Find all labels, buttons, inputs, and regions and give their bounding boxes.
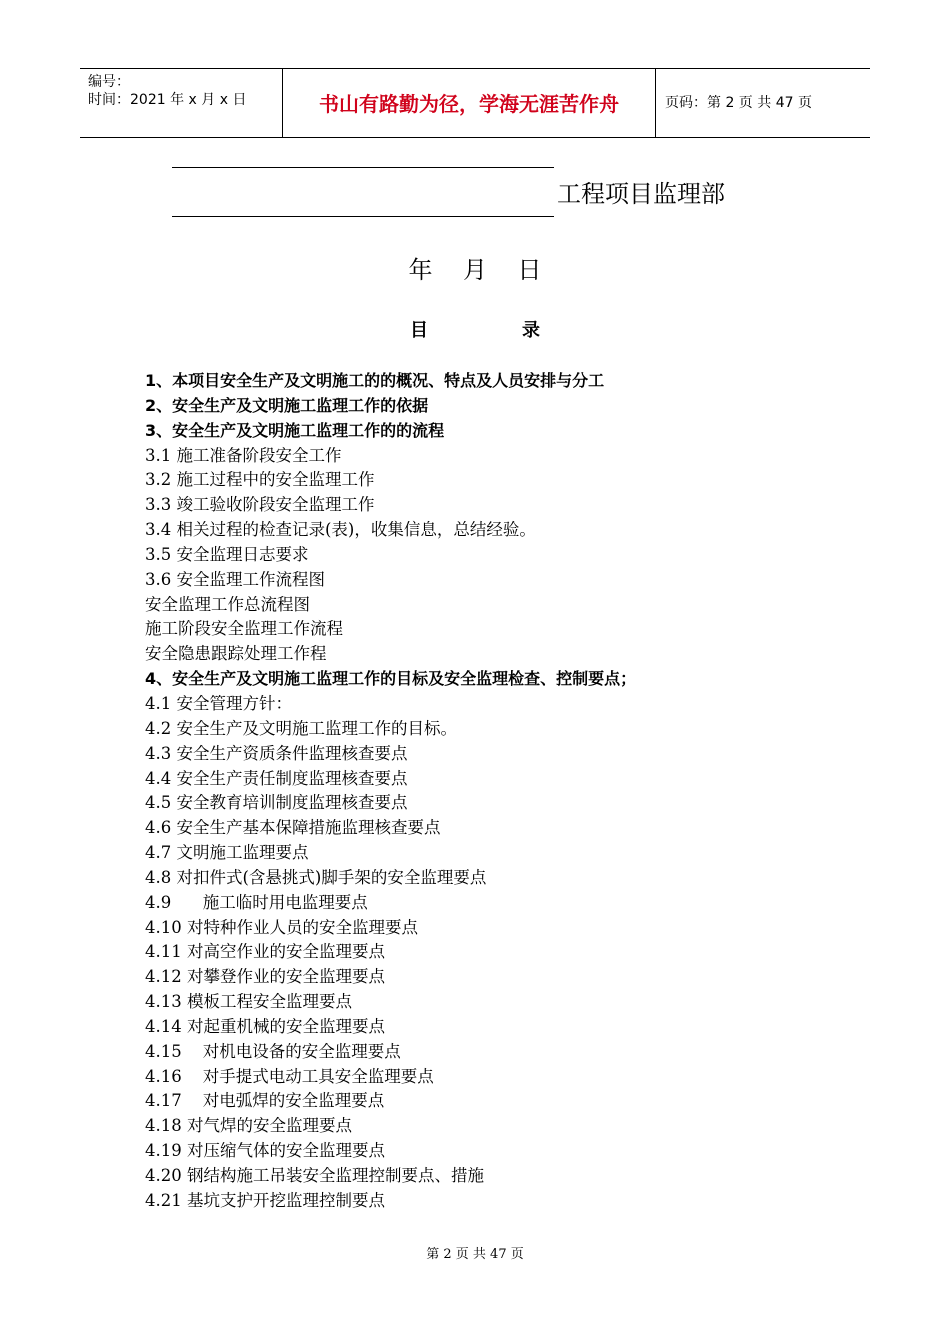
page-header (80, 68, 870, 138)
toc-item: 4.20 钢结构施工吊装安全监理控制要点、措施 (145, 1166, 484, 1185)
toc-item: 4.6 安全生产基本保障措施监理核查要点 (145, 818, 441, 838)
toc-item: 4.4 安全生产责任制度监理核查要点 (145, 768, 408, 788)
header-left-cell (80, 69, 282, 137)
toc-item: 4.10 对特种作业人员的安全监理要点 (145, 917, 418, 937)
toc-item: 3.2 施工过程中的安全监理工作 (145, 470, 375, 490)
toc-item: 3.3 竣工验收阶段安全监理工作 (145, 495, 375, 515)
toc-item: 2、安全生产及文明施工监理工作的依据 (145, 395, 429, 415)
toc-item: 安全隐患跟踪处理工作程 (145, 644, 327, 664)
page-footer: 第 2 页 共 47 页 (426, 1247, 524, 1262)
toc-item: 3、安全生产及文明施工监理工作的的流程 (145, 420, 445, 440)
department-title: 工程项目监理部 (557, 180, 725, 208)
toc-item: 4.12 对攀登作业的安全监理要点 (145, 967, 385, 987)
toc-title: 目 录 (410, 320, 540, 341)
toc-item: 4.11 对高空作业的安全监理要点 (145, 942, 385, 962)
toc-item: 3.6 安全监理工作流程图 (145, 569, 325, 589)
toc-item: 3.1 施工准备阶段安全工作 (145, 445, 342, 465)
toc-item: 4.2 安全生产及文明施工监理工作的目标。 (145, 718, 457, 738)
header-page-cell (655, 69, 870, 137)
motto: 书山有路勤为径，学海无涯苦作舟 (319, 92, 619, 116)
toc-item: 3.5 安全监理日志要求 (145, 544, 309, 564)
blank-underline-bottom (172, 216, 554, 217)
toc-item: 4.18 对气焊的安全监理要点 (145, 1116, 352, 1136)
blank-underline-top (172, 167, 554, 168)
page-info: 页码：第 2 页 共 47 页 (665, 95, 812, 111)
toc-item: 4、安全生产及文明施工监理工作的目标及安全监理检查、控制要点； (145, 669, 637, 689)
toc-item: 4.7 文明施工监理要点 (145, 843, 309, 863)
toc-item: 1、本项目安全生产及文明施工的的概况、特点及人员安排与分工 (145, 371, 605, 390)
toc-item: 4.21 基坑支护开挖监理控制要点 (145, 1190, 385, 1210)
toc-item: 4.9 施工临时用电监理要点 (145, 892, 368, 912)
toc-item: 4.16 对手提式电动工具安全监理要点 (145, 1066, 434, 1086)
toc-item: 施工阶段安全监理工作流程 (145, 619, 343, 639)
toc-item: 4.15 对机电设备的安全监理要点 (145, 1041, 401, 1061)
toc-item: 3.4 相关过程的检查记录(表)，收集信息，总结经验。 (145, 520, 536, 540)
toc-item: 4.3 安全生产资质条件监理核查要点 (145, 743, 408, 763)
toc-item: 4.17 对电弧焊的安全监理要点 (145, 1091, 385, 1111)
toc-item: 4.5 安全教育培训制度监理核查要点 (145, 793, 408, 813)
toc-item: 4.8 对扣件式(含悬挑式)脚手架的安全监理要点 (145, 867, 487, 887)
toc-item: 4.1 安全管理方针： (145, 693, 292, 713)
time-label: 时间：2021 年 x 月 x 日 (88, 92, 247, 108)
toc-item: 4.14 对起重机械的安全监理要点 (145, 1016, 385, 1036)
header-motto-cell (282, 69, 656, 137)
toc-item: 4.13 模板工程安全监理要点 (145, 992, 352, 1012)
toc-item: 安全监理工作总流程图 (145, 594, 310, 614)
date-line: 年 月 日 (408, 256, 542, 284)
table-of-contents (145, 369, 636, 1214)
toc-item: 4.19 对压缩气体的安全监理要点 (145, 1141, 385, 1161)
number-label: 编号： (88, 74, 130, 90)
